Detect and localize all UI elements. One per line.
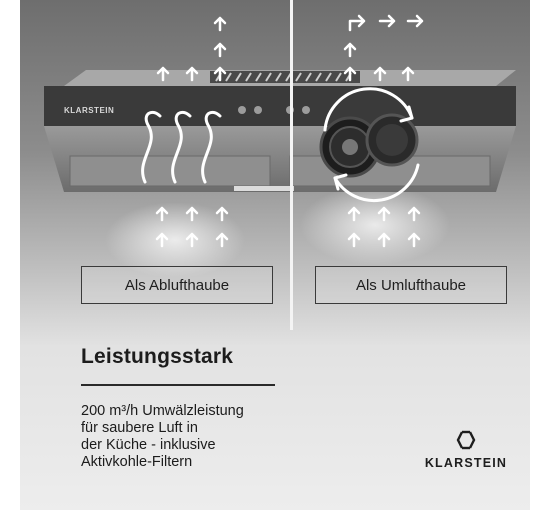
brand-name: KLARSTEIN (424, 456, 508, 470)
bent-arrow-icon (350, 16, 422, 30)
steam-cloud (300, 185, 450, 265)
headline-underline (81, 384, 275, 386)
section-divider (290, 0, 293, 330)
hood-light-strip (234, 186, 294, 191)
exhaust-mode-text: Als Ablufthaube (124, 276, 230, 294)
light-button[interactable] (302, 106, 310, 114)
feature-headline: Leistungsstark (81, 345, 234, 368)
brand-logo (406, 430, 526, 470)
hood-brand-label: KLARSTEIN (64, 106, 115, 115)
power-button[interactable] (238, 106, 246, 114)
product-banner (20, 0, 530, 510)
recirculation-mode-text: Als Umlufthaube (355, 276, 467, 294)
exhaust-mode-label (81, 266, 273, 304)
hood-front-panel (44, 86, 516, 126)
grease-filter-left (70, 156, 270, 186)
mode-button[interactable] (254, 106, 262, 114)
feature-description: 200 m³/h Umwälzleistung für saubere Luft in der Küche - inklusive Aktivkohle-Filtern (81, 403, 244, 470)
klarstein-logo-icon (456, 430, 476, 450)
recirculation-mode-label (315, 266, 507, 304)
